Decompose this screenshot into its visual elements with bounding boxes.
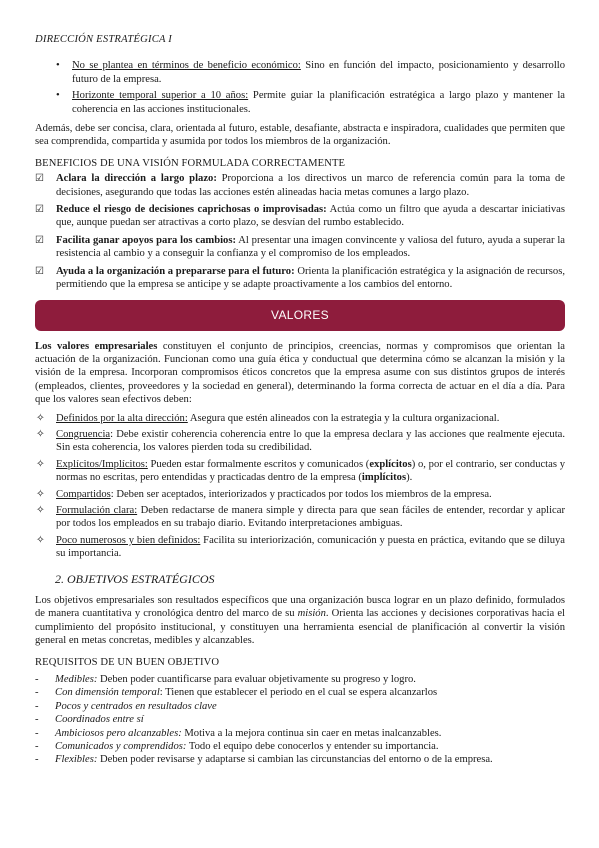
value-term: Poco numerosos y bien definidos: xyxy=(56,534,201,546)
requirement-term: Con dimensión temporal xyxy=(55,687,160,699)
requirement-term: Pocos y centrados en resultados clave xyxy=(55,700,217,712)
requirement-term: Coordinados entre sí xyxy=(55,714,144,726)
value-term: Definidos por la alta dirección: xyxy=(56,412,188,424)
values-intro xyxy=(35,340,565,407)
objectives-paragraph xyxy=(35,594,565,648)
value-text: Pueden estar formalmente escritos y comunicados ( xyxy=(147,458,370,470)
requirement-text: : Tienen que establecer el periodo en el cual se espera alcanzarlos xyxy=(159,687,438,699)
bullet-term: Horizonte temporal superior a 10 años: xyxy=(72,90,249,102)
bullet-icon: • xyxy=(56,60,60,72)
requirement-term: Medibles: xyxy=(55,674,98,686)
value-item xyxy=(35,428,565,455)
values-intro-text: constituyen el conjunto de principios, creencias, normas y compromisos que orientan la actuación de la organización. Funcionan como una guía ética y conductual que determina cómo se alcanzan la misión y la visión de la empresa. Incorporan compromisos éticos concretos que la empresa asume con sus distintos grupos de interés (empleados, clientes, proveedores y la sociedad en general), determinando la forma correcta de actuar en el día a día. Para que los valores sean efectivos deben: xyxy=(35,340,565,406)
requirement-item xyxy=(35,740,565,753)
value-item xyxy=(35,534,565,561)
checkbox-icon: ☑ xyxy=(35,265,44,277)
values-intro-term: Los valores empresariales xyxy=(35,340,158,352)
value-bold: explícitos xyxy=(369,458,412,470)
diamond-icon: ✧ xyxy=(36,458,45,470)
requirement-text: Deben poder cuantificarse para evaluar objetivamente su progreso y logro. xyxy=(97,674,416,686)
requirement-item xyxy=(35,753,565,766)
requirement-text: Deben poder revisarse y adaptarse si cambian las circunstancias del entorno o de la empresa. xyxy=(97,754,493,766)
objectives-text: . Orienta las acciones y decisiones corporativas hacia el cumplimiento del propósito institucional, y constituyen una herramienta esencial de planificación al convertir la visión general en metas concretas, medibles y alcanzables. xyxy=(35,608,565,647)
benefit-term: Reduce el riesgo de decisiones caprichosas o improvisadas: xyxy=(56,204,327,216)
dash-icon: - xyxy=(35,700,39,712)
bullet-icon: • xyxy=(56,90,60,102)
dash-icon: - xyxy=(35,754,39,766)
benefit-item xyxy=(35,265,565,292)
value-text: ) o, por el contrario, ser conductas y normas no escritas, pero entendidas y practicadas dentro de la empresa ( xyxy=(56,458,565,484)
requirement-item xyxy=(35,686,565,699)
value-term: Compartidos xyxy=(56,488,111,500)
bullet-text: Sino en función del impacto, posicionamiento y desarrollo futuro de la empresa. xyxy=(72,60,565,85)
checkbox-icon: ☑ xyxy=(35,204,44,216)
dash-icon: - xyxy=(35,714,39,726)
diamond-icon: ✧ xyxy=(36,428,45,440)
value-item xyxy=(35,458,565,485)
requirement-term: Flexibles: xyxy=(55,754,98,766)
requirement-item xyxy=(35,727,565,740)
benefit-text: Orienta la planificación estratégica y la asignación de recursos, permitiendo que la empresa se anticipe y se adapte proactivamente a los cambios del entorno. xyxy=(56,265,565,291)
requirement-term: Ambiciosos pero alcanzables: xyxy=(55,727,182,739)
benefit-text: Proporciona a los directivos un marco de referencia común para la toma de decisiones, asegurando que todas las acciones estén alineadas hacia metas comunes a largo plazo. xyxy=(56,173,565,198)
requirement-item xyxy=(35,700,565,713)
section-banner-valores: VALORES xyxy=(35,300,565,331)
requirement-text: Todo el equipo debe conocerlos y entender su importancia. xyxy=(186,741,439,753)
diamond-icon: ✧ xyxy=(36,412,45,424)
objectives-text: Los objetivos empresariales son resultados específicos que una organización busca lograr en un plazo definido, formulados de manera cuantitativa y cronológica dentro del marco de su xyxy=(35,595,565,620)
value-item xyxy=(35,504,565,531)
dash-icon: - xyxy=(35,687,39,699)
value-text: ). xyxy=(406,472,413,484)
requirement-item xyxy=(35,673,565,686)
dash-icon: - xyxy=(35,727,39,739)
value-term: Explícitos/Implícitos: xyxy=(56,458,148,470)
section-title-objetivos: 2. OBJETIVOS ESTRATÉGICOS xyxy=(55,571,215,586)
benefit-text: Actúa como un filtro que ayuda a descartar iniciativas que, aunque puedan ser atractivas a corto plazo, se desvían del rumbo establecido. xyxy=(56,204,565,229)
value-text: : Debe existir coherencia coherencia entre lo que la empresa declara y las acciones que realmente ejecuta. Sin esta coherencia, los valores pierden toda su credibilidad. xyxy=(56,428,565,454)
vision-bullet xyxy=(35,59,565,86)
diamond-icon: ✧ xyxy=(36,504,45,516)
value-term: Congruencia xyxy=(56,428,111,440)
value-text: : Deben ser aceptados, interiorizados y practicados por todos los miembros de la empresa. xyxy=(110,488,492,500)
value-term: Formulación clara: xyxy=(56,504,138,516)
bullet-term: No se plantea en términos de beneficio económico: xyxy=(72,60,301,72)
benefit-item xyxy=(35,203,565,230)
requirement-term: Comunicados y comprendidos: xyxy=(55,741,187,753)
dash-icon: - xyxy=(35,674,39,686)
value-text: Facilita su interiorización, comunicación y puesta en práctica, evitando que se diluya su importancia. xyxy=(56,534,565,560)
value-item xyxy=(35,412,565,425)
benefit-item xyxy=(35,172,565,199)
checkbox-icon: ☑ xyxy=(35,173,44,185)
benefit-text: Al presentar una imagen convincente y valiosa del futuro, ayuda a superar la resistencia al cambio y a conseguir la confianza y el compromiso de los empleados. xyxy=(56,234,565,260)
value-bold: implícitos xyxy=(361,472,407,484)
vision-paragraph: Además, debe ser concisa, clara, orientada al futuro, estable, desafiante, abstracta e inspiradora, cualidades que permiten que sea comprendida, compartida y asumida por todos los miembros de la organización. xyxy=(35,123,565,148)
benefit-term: Facilita ganar apoyos para los cambios: xyxy=(56,234,236,246)
bullet-text: Permite guiar la planificación estratégica a largo plazo y mantener la coherencia en las acciones institucionales. xyxy=(72,90,565,115)
checkbox-icon: ☑ xyxy=(35,234,44,246)
document-page xyxy=(35,33,565,767)
value-text: Deben redactarse de manera simple y directa para que sean fáciles de entender, recordar y aplicar por todos los empleados en su trabajo diario. Evitando interpretaciones ambiguas. xyxy=(56,504,565,530)
benefits-heading: BENEFICIOS DE UNA VISIÓN FORMULADA CORRECTAMENTE xyxy=(35,157,346,169)
running-header: DIRECCIÓN ESTRATÉGICA I xyxy=(35,34,173,45)
diamond-icon: ✧ xyxy=(36,534,45,546)
requirements-heading: REQUISITOS DE UN BUEN OBJETIVO xyxy=(35,656,220,668)
requirement-text: Motiva a la mejora continua sin caer en metas inalcanzables. xyxy=(181,727,442,739)
benefit-item xyxy=(35,234,565,261)
requirement-item xyxy=(35,713,565,726)
benefit-term: Ayuda a la organización a prepararse para el futuro: xyxy=(56,265,295,277)
diamond-icon: ✧ xyxy=(36,488,45,500)
dash-icon: - xyxy=(35,741,39,753)
vision-bullet xyxy=(35,89,565,116)
objectives-emphasis: misión xyxy=(297,608,326,620)
value-item xyxy=(35,488,565,501)
benefit-term: Aclara la dirección a largo plazo: xyxy=(56,173,217,185)
value-text: Asegura que estén alineados con la estrategia y la cultura organizacional. xyxy=(187,412,500,424)
